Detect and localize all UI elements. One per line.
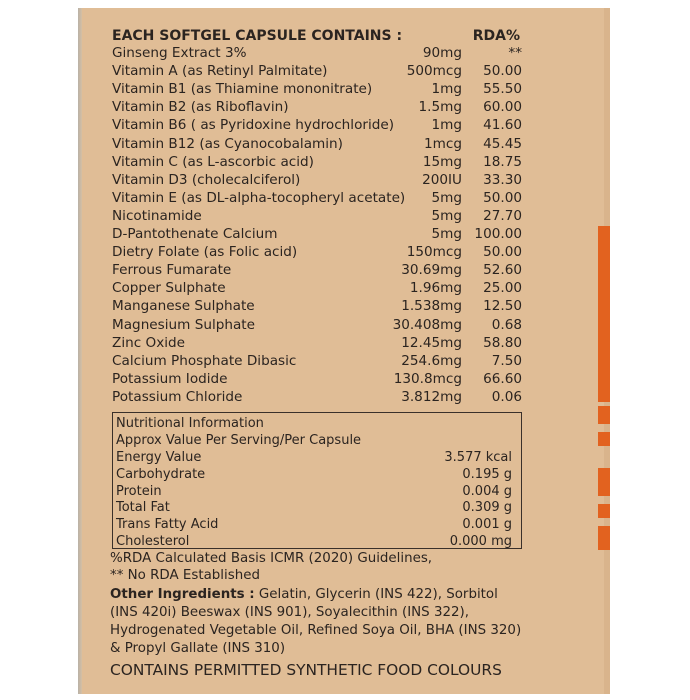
ingredient-amount: 1.96mg [409, 280, 462, 297]
table-row [112, 261, 524, 279]
ingredient-rda: 25.00 [483, 280, 522, 297]
other-ingredients-line-3: Hydrogenated Vegetable Oil, Refined Soya Oil, BHA (INS 320) [110, 623, 522, 638]
ingredient-amount: 200IU [422, 171, 462, 188]
orange-accent-strip [598, 432, 610, 446]
ingredient-name: Vitamin B12 (as Cyanocobalamin) [112, 135, 343, 152]
ingredient-name: Dietry Folate (as Folic acid) [112, 244, 298, 261]
ingredient-rda: 33.30 [483, 171, 522, 188]
table-row [112, 189, 524, 207]
orange-accent-strip [598, 468, 610, 496]
ingredient-amount: 1mg [431, 81, 462, 98]
table-header [112, 26, 524, 46]
ingredient-name: Ferrous Fumarate [112, 262, 232, 279]
ingredient-name: Calcium Phosphate Dibasic [112, 352, 297, 369]
ingredient-rda: 18.75 [483, 153, 522, 170]
nutrition-subheading: Approx Value Per Serving/Per Capsule [116, 433, 362, 448]
ingredient-name: Ginseng Extract 3% [112, 45, 247, 61]
ingredient-name: Vitamin B1 (as Thiamine mononitrate) [112, 81, 373, 98]
rda-basis-note: %RDA Calculated Basis ICMR (2020) Guidelines, [110, 551, 433, 566]
ingredient-rda: 58.80 [483, 334, 522, 351]
table-row [112, 171, 524, 189]
table-row [112, 153, 524, 171]
nutrient-name: Cholesterol [116, 534, 190, 549]
nutrient-name: Trans Fatty Acid [116, 517, 219, 533]
ingredient-rda: 45.45 [483, 135, 522, 152]
ingredient-amount: 254.6mg [401, 352, 462, 369]
ingredient-amount: 130.8mcg [393, 370, 462, 387]
table-row [112, 316, 524, 334]
ingredient-amount: 3.812mg [401, 388, 462, 405]
ingredient-amount: 1.538mg [401, 298, 462, 315]
orange-accent-strip [598, 526, 610, 550]
ingredient-name: Zinc Oxide [112, 334, 186, 351]
table-row [112, 279, 524, 297]
ingredient-name: Vitamin C (as L-ascorbic acid) [112, 153, 314, 170]
ingredient-amount: 15mg [422, 153, 462, 170]
nutrient-value: 0.309 g [462, 500, 512, 516]
table-row [112, 352, 524, 370]
ingredient-name: Nicotinamide [112, 207, 202, 224]
table-row [112, 98, 524, 116]
rda-header: RDA% [472, 28, 520, 44]
nutrient-value: 0.195 g [462, 466, 512, 482]
ingredient-name: Potassium Iodide [112, 370, 228, 387]
table-row [112, 135, 524, 153]
ingredient-name: Vitamin A (as Retinyl Palmitate) [112, 63, 328, 80]
ingredient-name: D-Pantothenate Calcium [112, 226, 278, 242]
ingredient-amount: 30.408mg [392, 316, 462, 333]
no-rda-note: ** No RDA Established [110, 568, 260, 583]
ingredient-rda: 0.68 [491, 316, 522, 333]
ingredient-rda: ** [508, 45, 522, 61]
table-row [112, 334, 524, 352]
ingredient-amount: 12.45mg [401, 334, 462, 351]
other-ingredients-line-2: (INS 420i) Beeswax (INS 901), Soyalecithin (INS 322), [110, 605, 469, 620]
table-row [112, 243, 524, 261]
table-row [112, 207, 524, 225]
table-title: EACH SOFTGEL CAPSULE CONTAINS : [112, 28, 403, 44]
table-row [112, 370, 524, 388]
nutrient-value: 0.001 g [462, 517, 512, 533]
other-ingredients-line-4: & Propyl Gallate (INS 310) [110, 641, 286, 656]
ingredient-rda: 50.00 [483, 244, 522, 261]
nutrient-name: Energy Value [116, 450, 202, 465]
ingredient-name: Magnesium Sulphate [112, 316, 255, 333]
orange-accent-strip [598, 226, 610, 402]
table-row [112, 225, 524, 243]
nutrition-row [116, 450, 514, 466]
nutrition-row [116, 500, 514, 516]
nutrition-row [116, 467, 514, 483]
orange-accent-strip [598, 504, 610, 518]
nutrient-name: Total Fat [116, 500, 170, 516]
ingredient-rda: 52.60 [483, 262, 522, 279]
ingredient-name: Vitamin E (as DL-alpha-tocopheryl acetate) [112, 189, 406, 206]
nutrition-heading: Nutritional Information [116, 416, 264, 431]
table-row [112, 44, 524, 62]
ingredient-name: Vitamin B6 ( as Pyridoxine hydrochloride) [112, 117, 395, 134]
ingredient-rda: 55.50 [483, 81, 522, 98]
table-row [112, 388, 524, 406]
ingredient-amount: 1mg [431, 117, 462, 134]
ingredient-rda: 7.50 [491, 352, 522, 369]
ingredient-rda: 50.00 [483, 63, 522, 80]
food-colours-statement: CONTAINS PERMITTED SYNTHETIC FOOD COLOURS [110, 661, 502, 679]
nutrient-value: 0.000 mg [449, 534, 512, 549]
table-row [112, 297, 524, 315]
ingredient-name: Vitamin B2 (as Riboflavin) [112, 99, 289, 116]
ingredient-amount: 150mcg [406, 244, 462, 261]
ingredient-amount: 1mcg [424, 135, 462, 152]
nutrient-name: Carbohydrate [116, 466, 206, 482]
nutrition-row [116, 517, 514, 533]
nutrition-row [116, 534, 514, 550]
ingredient-rda: 12.50 [483, 298, 522, 315]
ingredient-rda: 50.00 [483, 189, 522, 206]
ingredient-amount: 5mg [431, 189, 462, 206]
ingredient-rda: 100.00 [474, 226, 522, 242]
nutrition-row [116, 484, 514, 500]
ingredient-rda: 27.70 [483, 207, 522, 224]
other-ingredients-label: Other Ingredients : [110, 587, 255, 602]
ingredient-name: Vitamin D3 (cholecalciferol) [112, 171, 301, 188]
nutrient-value: 3.577 kcal [444, 450, 512, 465]
ingredient-amount: 5mg [431, 207, 462, 224]
ingredient-amount: 1.5mg [418, 99, 462, 116]
ingredient-rda: 0.06 [491, 388, 522, 405]
orange-accent-strip [598, 406, 610, 424]
ingredient-rda: 66.60 [483, 370, 522, 387]
ingredient-name: Copper Sulphate [112, 280, 226, 297]
ingredient-rda: 41.60 [483, 117, 522, 134]
nutrient-name: Protein [116, 483, 162, 499]
table-row [112, 80, 524, 98]
ingredient-amount: 5mg [431, 226, 462, 242]
ingredient-amount: 90mg [422, 45, 462, 61]
other-ingredients-line-1: Other Ingredients : Gelatin, Glycerin (INS 422), Sorbitol [110, 587, 498, 602]
nutrient-value: 0.004 g [462, 483, 512, 499]
ingredient-name: Potassium Chloride [112, 388, 243, 405]
ingredient-rda: 60.00 [483, 99, 522, 116]
table-row [112, 116, 524, 134]
ingredient-amount: 500mcg [406, 63, 462, 80]
ingredient-amount: 30.69mg [401, 262, 462, 279]
ingredient-name: Manganese Sulphate [112, 298, 255, 315]
table-row [112, 62, 524, 80]
